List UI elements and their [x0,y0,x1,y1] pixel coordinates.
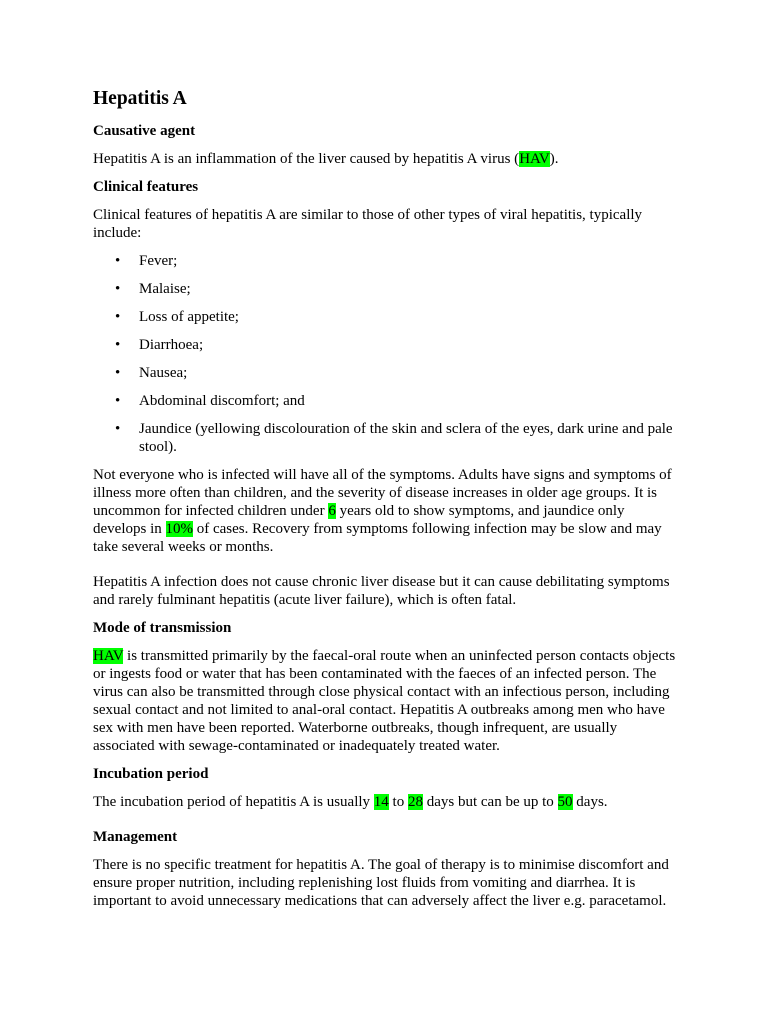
bullet-icon: • [115,253,121,269]
symptoms-detail-paragraph [93,466,681,556]
highlight-age: 6 [328,503,336,519]
text-run: The incubation period of hepatitis A is usually [93,794,374,810]
list-item [93,420,681,456]
heading-clinical-features: Clinical features [93,179,199,195]
transmission-paragraph [93,647,681,755]
heading-incubation-period: Incubation period [93,766,209,782]
text-run: Hepatitis A is an inflammation of the liver caused by hepatitis A virus ( [93,151,520,167]
list-item-text: Diarrhoea; [139,337,204,353]
list-item-text: Malaise; [139,281,191,297]
text-run: of cases. Recovery from symptoms following infection may be slow and may take several weeks or months. [93,521,662,555]
symptom-list [93,252,681,456]
clinical-intro-paragraph: Clinical features of hepatitis A are similar to those of other types of viral hepatitis, typically include: [93,207,643,241]
spacer [93,556,681,573]
list-item-text: Loss of appetite; [139,309,239,325]
text-run: days. [572,794,608,810]
highlight-hav: HAV [93,648,124,664]
highlight-hav: HAV [519,151,550,167]
list-item-text: Jaundice (yellowing discolouration of the skin and sclera of the eyes, dark urine and pale stool). [139,421,673,455]
highlight-percent: 10% [165,521,193,537]
bullet-icon: • [115,337,121,353]
text-run: days but can be up to [422,794,558,810]
bullet-icon: • [115,365,121,381]
heading-management: Management [93,829,178,845]
highlight-days-typical: 28 [407,794,423,810]
bullet-icon: • [115,393,121,409]
page-title: Hepatitis A [93,88,187,109]
spacer [93,811,681,828]
list-item [93,364,681,382]
management-paragraph: There is no specific treatment for hepatitis A. The goal of therapy is to minimise discomfort and ensure proper nutrition, including replenishing lost fluids from vomiting and diarrhea. It is important to avoid unnecessary medications that can adversely affect the liver e.g. paracetamol. [93,857,669,909]
text-run: years old to show symptoms, and jaundice only develops in [93,503,625,537]
causative-agent-paragraph [93,150,681,168]
heading-causative-agent: Causative agent [93,123,196,139]
document-content [93,87,681,920]
list-item-text: Nausea; [139,365,188,381]
list-item-text: Abdominal discomfort; and [139,393,305,409]
incubation-paragraph [93,793,681,811]
list-item [93,336,681,354]
highlight-days-max: 50 [557,794,573,810]
bullet-icon: • [115,309,121,325]
text-run: to [388,794,408,810]
heading-mode-of-transmission: Mode of transmission [93,620,232,636]
list-item [93,392,681,410]
text-run: Not everyone who is infected will have all of the symptoms. Adults have signs and symptoms of illness more often than children, and the severity of disease increases in older age groups. It is uncommon for infected children under [93,467,672,519]
list-item [93,308,681,326]
text-run: ). [549,151,559,167]
chronic-disease-paragraph: Hepatitis A infection does not cause chronic liver disease but it can cause debilitating symptoms and rarely fulminant hepatitis (acute liver failure), which is often fatal. [93,574,670,608]
text-run: is transmitted primarily by the faecal-oral route when an uninfected person contacts objects or ingests food or water that has been contaminated with the faeces of an infected person. The virus can also be transmitted through close physical contact with an infectious person, including sexual contact and not limited to anal-oral contact. Hepatitis A outbreaks among men who have sex with men have been reported. Waterborne outbreaks, though infrequent, are usually associated with sewage-contaminated or inadequately treated water. [93,648,676,754]
list-item [93,252,681,270]
highlight-days-min: 14 [373,794,389,810]
list-item [93,280,681,298]
list-item-text: Fever; [139,253,178,269]
bullet-icon: • [115,281,121,297]
bullet-icon: • [115,421,121,437]
